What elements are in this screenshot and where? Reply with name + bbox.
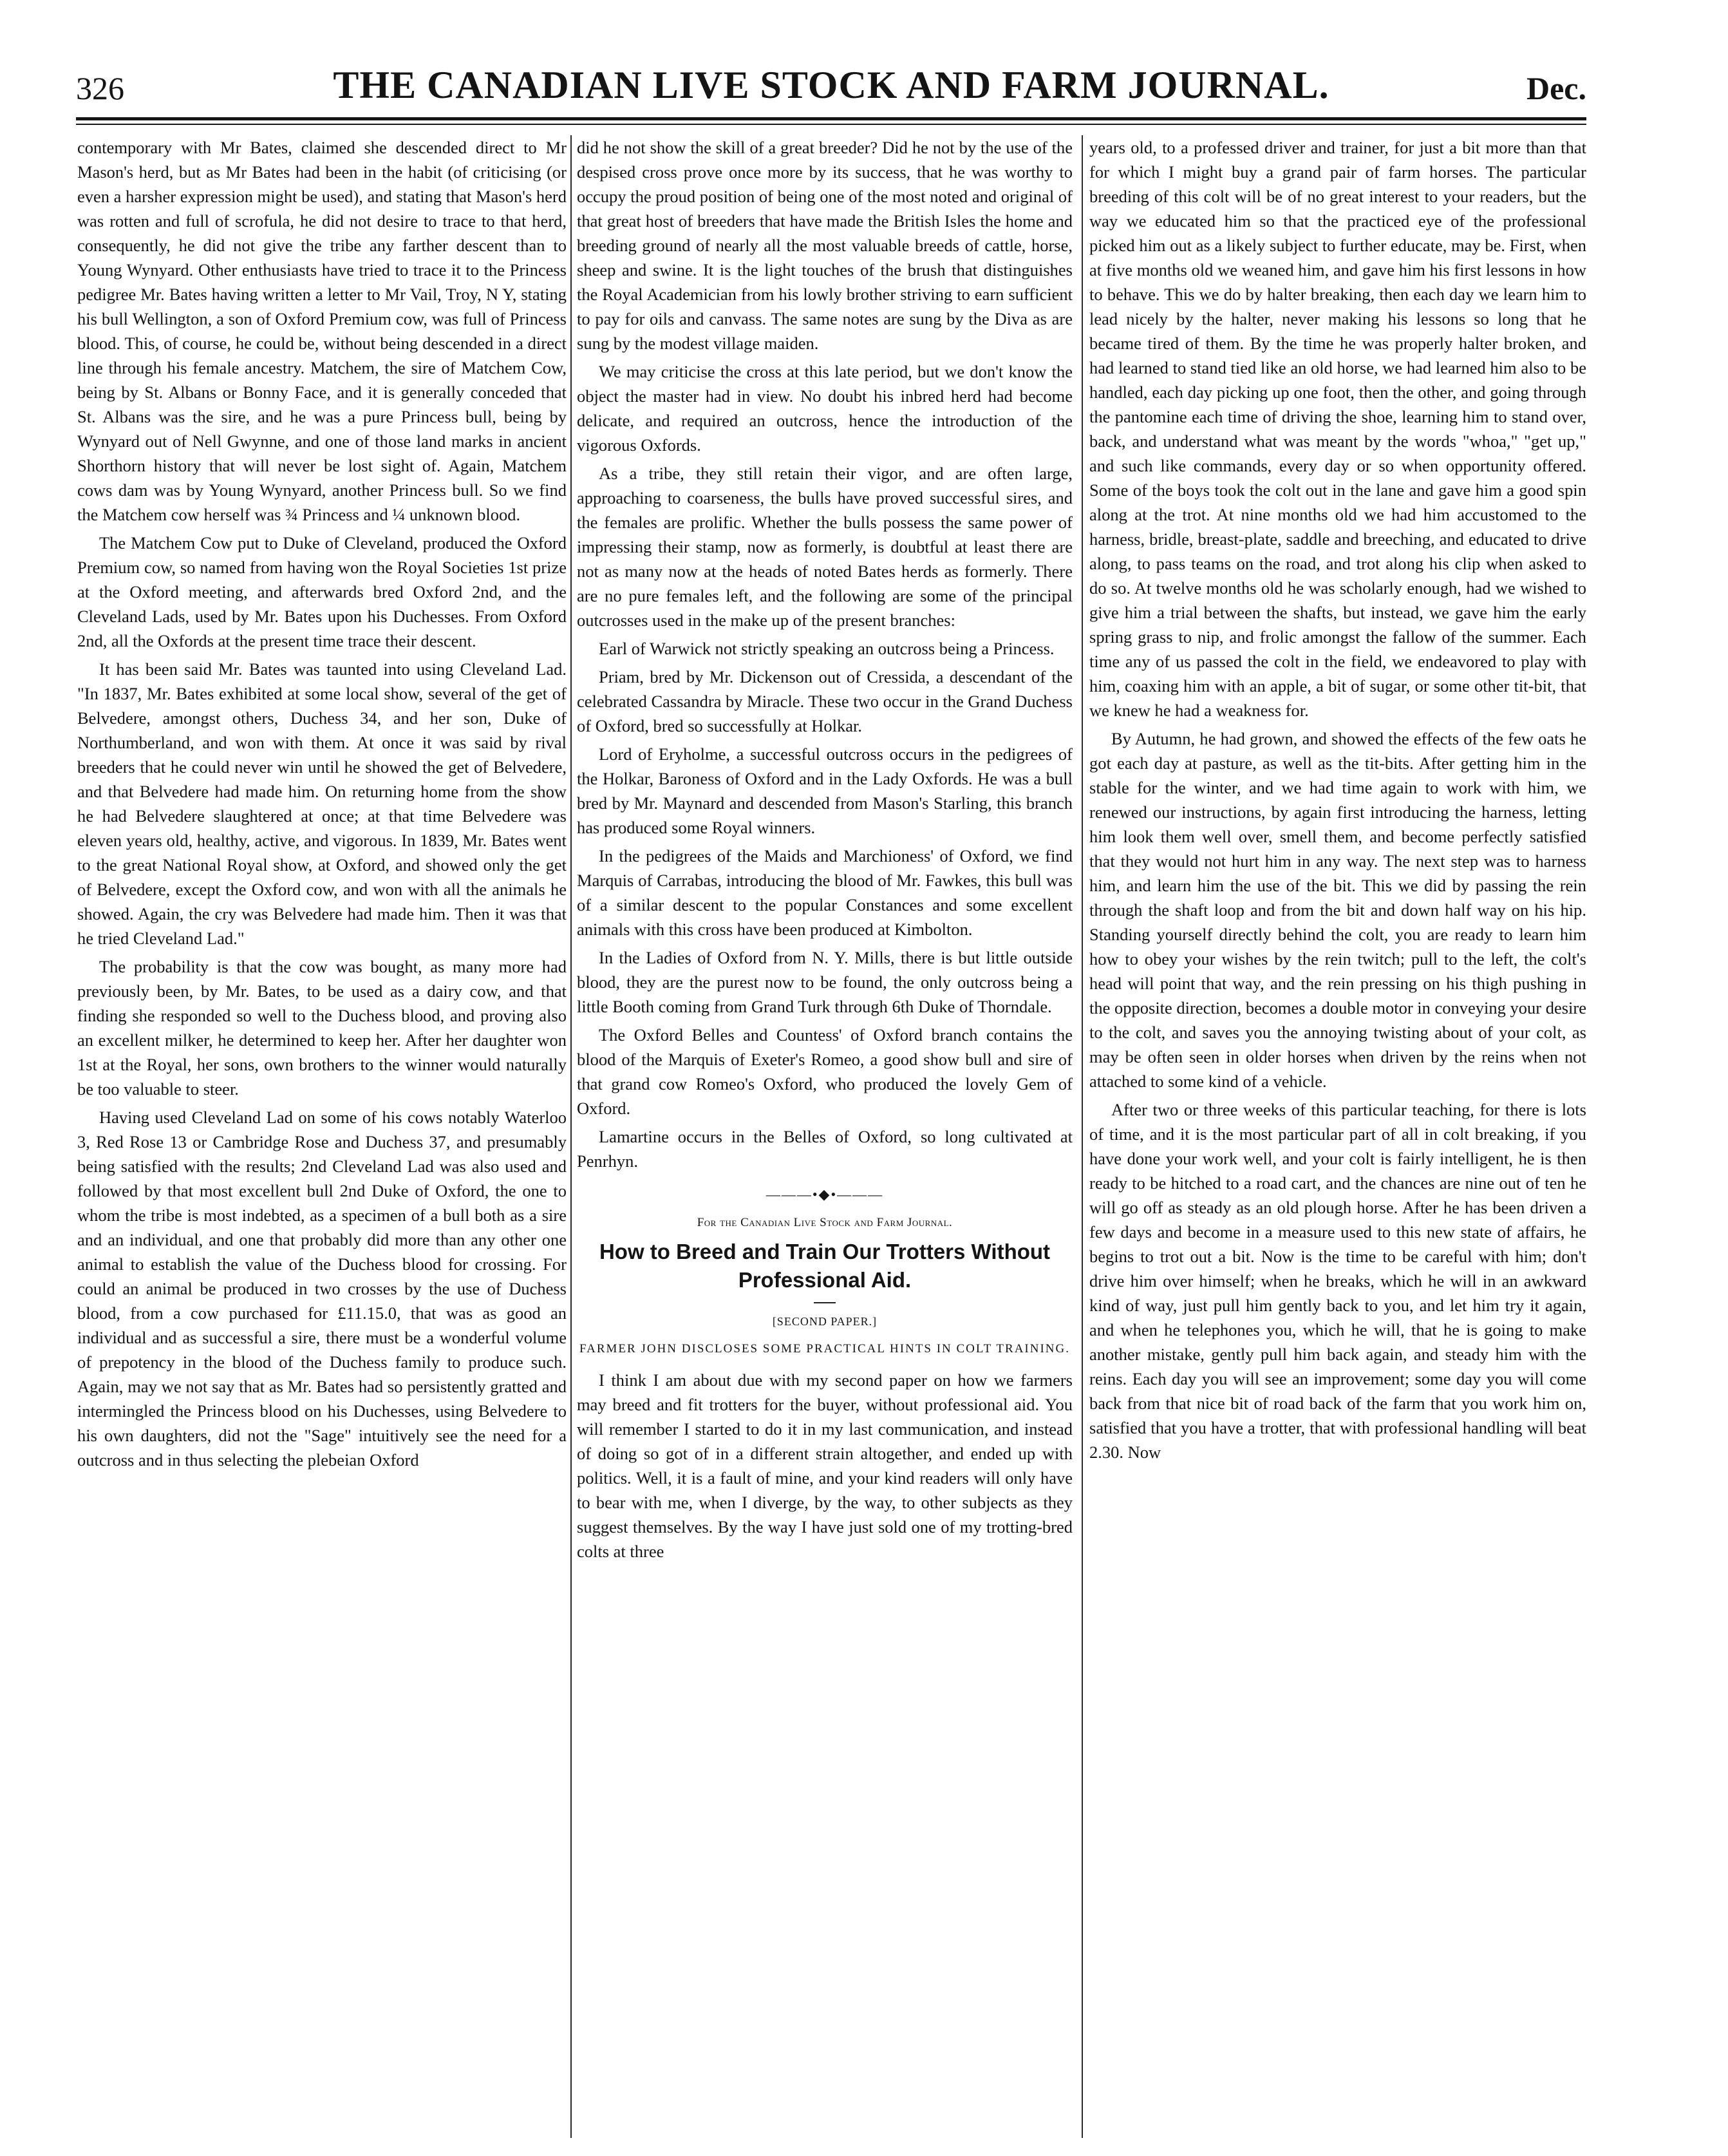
- issue-month: Dec.: [1526, 70, 1586, 106]
- section-ornament: ———•◆•———: [765, 1186, 884, 1202]
- paragraph: Having used Cleveland Lad on some of his cows notably Waterloo 3, Red Rose 13 or Cambridge Rose and Duchess 37, and presumably being satisfied with the results; 2nd Cleveland Lad was also used and followed by that most excellent bull 2nd Duke of Oxford, the one to whom the tribe is most indebted, as a specimen of a bull both as a sire and an individual, and one that probably did more than any other one animal to establish the value of the Duchess blood for crossing. For could an animal be produced in two crosses by the use of Duchess blood, from a cow purchased for £11.15.0, that was as good an individual and as successful a sire, there must be a wonderful volume of prepotency in the blood of the Duchess family to produce such. Again, may we not say that as Mr. Bates had so persistently gratted and intermingled the Princess blood on his Duchesses, using Belvedere to his own daughters, did not the "Sage" intuitively see the need for a outcross and in thus selecting the plebeian Oxford: [77, 1108, 567, 1470]
- paragraph: contemporary with Mr Bates, claimed she descended direct to Mr Mason's herd, but as Mr Bates had been in the habit (of criticising (or even a harsher expression might be used), and stating that Mason's herd was rotten and full of scrofula, he did not desire to trace to that herd, consequently, he did not give the tribe any farther descent than to Young Wynyard. Other enthusiasts have tried to trace it to the Princess pedigree Mr. Bates having written a letter to Mr Vail, Troy, N Y, stating his bull Wellington, a son of Oxford Premium cow, was full of Princess blood. This, of course, he could be, without being descended in a direct line through his female ancestry. Matchem, the sire of Matchem Cow, being by St. Albans or Bonny Face, and it is generally conceded that St. Albans was the sire, and he was a pure Princess bull, being by Wynyard out of Nell Gwynne, and one of those land marks in ancient Shorthorn history that will never be lost sight of. Again, Matchem cows dam was by Young Wynyard, another Princess bull. So we find the Matchem cow herself was ¾ Princess and ¼ unknown blood.: [77, 138, 567, 524]
- paragraph: As a tribe, they still retain their vigor, and are often large, approaching to coarseness, the bulls have proved successful sires, and the females are prolific. Whether the bulls possess the same power of impressing their stamp, now as formerly, is doubtful at least there are not as many now at the heads of noted Bates herds as formerly. There are no pure females left, and the following are some of the principal outcrosses used in the make up of the present branches:: [577, 464, 1073, 630]
- paragraph: Earl of Warwick not strictly speaking an outcross being a Princess.: [599, 639, 1055, 658]
- article-series-label: [SECOND PAPER.]: [772, 1315, 878, 1328]
- journal-title: THE CANADIAN LIVE STOCK AND FARM JOURNAL.: [333, 64, 1329, 106]
- page-number: 326: [76, 70, 124, 106]
- article-attribution: For the Canadian Live Stock and Farm Journal.: [697, 1216, 953, 1229]
- headline-rule: [814, 1302, 836, 1303]
- article-subheading: FARMER JOHN DISCLOSES SOME PRACTICAL HINTS IN COLT TRAINING.: [579, 1342, 1071, 1356]
- paragraph: We may criticise the cross at this late period, but we don't know the object the master had in view. No doubt his inbred herd had become delicate, and required an outcross, hence the introduction of the vigorous Oxfords.: [577, 362, 1073, 455]
- paragraph: Priam, bred by Mr. Dickenson out of Cressida, a descendant of the celebrated Cassandra by Miracle. These two occur in the Grand Duchess of Oxford, bred so successfully at Holkar.: [577, 667, 1073, 735]
- article-headline: How to Breed and Train Our Trotters Without Professional Aid.: [599, 1240, 1051, 1292]
- column-divider: [1082, 135, 1083, 2138]
- paragraph: did he not show the skill of a great breeder? Did he not by the use of the despised cross prove once more by its success, that he was worthy to occupy the proud position of being one of the most noted and original of that great host of breeders that have made the British Isles the home and breeding ground of nearly all the most valuable breeds of cattle, horse, sheep and swine. It is the light touches of the brush that distinguishes the Royal Academician from his lowly brother striving to earn sufficient to pay for oils and canvass. The same notes are sung by the Diva as are sung by the modest village maiden.: [577, 138, 1073, 353]
- column-2: [577, 135, 1073, 2138]
- paragraph: The Oxford Belles and Countess' of Oxford branch contains the blood of the Marquis of Exeter's Romeo, a good show bull and sire of that grand cow Romeo's Oxford, who produced the lovely Gem of Oxford.: [577, 1025, 1073, 1118]
- paragraph: The Matchem Cow put to Duke of Cleveland, produced the Oxford Premium cow, so named from having won the Royal Societies 1st prize at the Oxford meeting, and afterwards bred Oxford 2nd, and the Cleveland Lads, used by Mr. Bates upon his Duchesses. From Oxford 2nd, all the Oxfords at the present time trace their descent.: [77, 533, 567, 650]
- header-rule-thin: [76, 124, 1586, 125]
- paragraph: years old, to a professed driver and trainer, for just a bit more than that for which I might buy a grand pair of farm horses. The particular breeding of this colt will be of no great interest to your readers, but the way we educated him so that the practiced eye of the professional picked him out as a likely subject to further educate, may be. First, when at five months old we weaned him, and gave him his first lessons in how to behave. This we do by halter breaking, then each day we learn him to lead nicely by the halter, never making his lessons so long that he became tired of them. By the time he was properly halter broken, and had learned to stand tied like an old horse, we had learned him also to be handled, each day picking up one foot, then the other, and going through the pantomine each time of driving the shoe, learning him to stand over, back, and understand what was meant by the words "whoa," "get up," and such like commands, every day or so when opportunity offered. Some of the boys took the colt out in the lane and gave him a good spin along at the trot. At nine months old we had him accustomed to the harness, bridle, breast-plate, saddle and breeching, and educated to drive along, to pass teams on the road, and trot along his clip when asked to do so. At twelve months old he was scholarly enough, had we wished to give him a trial between the shafts, but instead, we gave him the early spring grass to nip, and frolic amongst the fallow of the summer. Each time any of us passed the colt in the field, we endeavored to play with him, coaxing him with an apple, a bit of sugar, or some other tit-bit, that we knew he had a weakness for.: [1089, 138, 1586, 720]
- paragraph: Lamartine occurs in the Belles of Oxford, so long cultivated at Penrhyn.: [577, 1127, 1073, 1171]
- paragraph: After two or three weeks of this particular teaching, for there is lots of time, and it is the most particular part of all in colt breaking, if you have done your work well, and your colt is fairly intelligent, he is then ready to be hitched to a road cart, and the chances are nine out of ten he will go off as steady as an old plough horse. After he has been driven a few days and become in a measure used to this new state of affairs, he begins to trot out a bit. Now is the time to be careful with him; don't drive him over himself; when he breaks, which he will in an awkward kind of way, just pull him gently back to you, and let him try it again, and when he telephones you, which he will, that he is going to make another mistake, gently pull him back again, and steady him with the reins. Each day you will see an improvement; some day you will come back from that nice bit of road back of the farm that you work him on, satisfied that you have a trotter, that with professional handling will beat 2.30. Now: [1089, 1100, 1586, 1462]
- paragraph: Lord of Eryholme, a successful outcross occurs in the pedigrees of the Holkar, Baroness of Oxford and in the Lady Oxfords. He was a bull bred by Mr. Maynard and descended from Mason's Starling, this branch has produced some Royal winners.: [577, 744, 1073, 837]
- column-1: [77, 135, 567, 2138]
- paragraph: By Autumn, he had grown, and showed the effects of the few oats he got each day at pasture, as well as the tit-bits. After getting him in the stable for the winter, and we had time again to work with him, we renewed our instructions, by again first introducing the harness, letting him look them well over, smell them, and become perfectly satisfied that they would not hurt him in any way. The next step was to harness him, and learn him the use of the bit. This we did by passing the rein through the shaft loop and from the bit and down half way on his hip. Standing yourself directly behind the colt, you are ready to learn him how to obey your wishes by the rein twitch; pull to the left, the colt's head will point that way, and the rein pressing on his thigh pushing in the opposite direction, becomes a double motor in conveying your desire to the colt, and saves you the annoying twisting about of your colt, as may be often seen in older horses when driven by the reins when not attached to some kind of a vehicle.: [1089, 729, 1586, 1091]
- column-3: [1089, 135, 1586, 2138]
- masthead: [76, 59, 1586, 111]
- paragraph: In the pedigrees of the Maids and Marchioness' of Oxford, we find Marquis of Carrabas, introducing the blood of Mr. Fawkes, this bull was of a similar descent to the popular Constances and some excellent animals with this cross have been produced at Kimbolton.: [577, 846, 1073, 939]
- header-rule-thick: [76, 117, 1586, 120]
- paragraph: I think I am about due with my second paper on how we farmers may breed and fit trotters for the buyer, without professional aid. You will remember I started to do it in my last communication, and instead of doing so got of in a different strain altogether, and ended up with politics. Well, it is a fault of mine, and your kind readers will only have to bear with me, when I diverge, by the way, to other subjects as they suggest themselves. By the way I have just sold one of my trotting-bred colts at three: [577, 1370, 1073, 1561]
- paragraph: In the Ladies of Oxford from N. Y. Mills, there is but little outside blood, they are the purest now to be found, the only outcross being a little Booth coming from Grand Turk through 6th Duke of Thorndale.: [577, 948, 1073, 1016]
- paragraph: The probability is that the cow was bought, as many more had previously been, by Mr. Bates, to be used as a dairy cow, and that finding she responded so well to the Duchess blood, and proving also an excellent milker, he determined to keep her. After her daughter won 1st at the Royal, her sons, own brothers to the winner would naturally be too valuable to steer.: [77, 957, 567, 1099]
- paragraph: It has been said Mr. Bates was taunted into using Cleveland Lad. "In 1837, Mr. Bates exhibited at some local show, several of the get of Belvedere, amongst others, Duchess 34, and her son, Duke of Northumberland, and won with them. At once it was said by rival breeders that he could never win until he showed the get of Belvedere, and that Belvedere had made him. On returning home from the show he had Belvedere slaughtered at once; at that time Belvedere was eleven years old, healthy, active, and vigorous. In 1839, Mr. Bates went to the great National Royal show, at Oxford, and showed only the get of Belvedere, except the Oxford cow, and won with all the animals he showed. Again, the cry was Belvedere had made him. Then it was that he tried Cleveland Lad.": [77, 659, 567, 948]
- column-divider: [570, 135, 572, 2138]
